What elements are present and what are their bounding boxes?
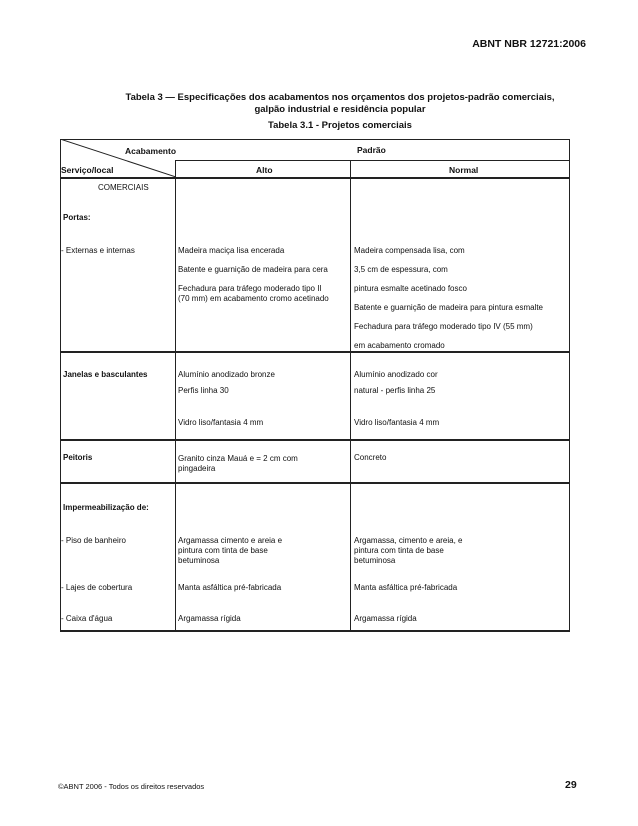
row-separator-peitoris [60, 439, 570, 441]
row-label-portas: Portas: [63, 213, 91, 222]
padrao-divider [175, 160, 570, 161]
peitoris-alto-line-1: Granito cinza Mauá e = 2 cm com [178, 454, 298, 463]
peitoris-normal-line-1: Concreto [354, 453, 387, 462]
row-label-piso-banheiro: - Piso de banheiro [61, 536, 126, 545]
lajes-normal: Manta asfáltica pré-fabricada [354, 583, 458, 592]
piso-alto-line-2: pintura com tinta de base [178, 546, 268, 555]
footer-copyright: ©ABNT 2006 - Todos os direitos reservados [58, 782, 205, 791]
portas-normal-line-3: pintura esmalte acetinado fosco [354, 284, 467, 293]
portas-alto-line-1: Madeira maciça lisa encerada [178, 246, 285, 255]
corner-header-servico: Serviço/local [61, 165, 114, 175]
row-label-peitoris: Peitoris [63, 453, 93, 462]
piso-alto-line-1: Argamassa cimento e areia e [178, 536, 283, 545]
column-divider-alto [175, 160, 176, 631]
portas-alto-line-3: Fechadura para tráfego moderado tipo II [178, 284, 322, 293]
piso-normal-line-1: Argamassa, cimento e areia, e [354, 536, 463, 545]
portas-normal-line-4: Batente e guarnição de madeira para pintura esmalte [354, 303, 544, 312]
piso-alto-line-3: betuminosa [178, 556, 220, 565]
portas-normal-line-1: Madeira compensada lisa, com [354, 246, 465, 255]
portas-normal-line-6: em acabamento cromado [354, 341, 445, 350]
page-number: 29 [565, 779, 577, 791]
row-label-impermeabilizacao: Impermeabilização de: [63, 503, 149, 512]
table-left-border [60, 139, 61, 631]
portas-normal-line-5: Fechadura para tráfego moderado tipo IV (55 mm) [354, 322, 533, 331]
header-padrao: Padrão [357, 145, 386, 155]
peitoris-alto-line-2: pingadeira [178, 464, 216, 473]
column-divider-normal [350, 160, 351, 631]
portas-alto-line-4: (70 mm) em acabamento cromo acetinado [178, 294, 329, 303]
portas-alto-line-2: Batente e guarnição de madeira para cera [178, 265, 328, 274]
lajes-alto: Manta asfáltica pré-fabricada [178, 583, 282, 592]
piso-normal-line-3: betuminosa [354, 556, 396, 565]
header-normal: Normal [449, 165, 479, 175]
janelas-alto-line-2: Perfis linha 30 [178, 386, 229, 395]
table-bottom-border [60, 630, 570, 632]
row-separator-janelas [60, 351, 570, 353]
section-comerciais: COMERCIAIS [98, 183, 149, 192]
table-title-line-2: galpão industrial e residência popular [254, 104, 426, 115]
table-right-border [569, 139, 570, 631]
janelas-normal-line-1: Alumínio anodizado cor [354, 370, 438, 379]
row-label-externas-internas: - Externas e internas [61, 246, 135, 255]
piso-normal-line-2: pintura com tinta de base [354, 546, 444, 555]
corner-header-acabamento: Acabamento [125, 146, 177, 156]
row-separator-impermeabilizacao [60, 482, 570, 484]
portas-normal-line-2: 3,5 cm de espessura, com [354, 265, 448, 274]
janelas-normal-line-2: natural - perfis linha 25 [354, 386, 436, 395]
janelas-alto-line-1: Alumínio anodizado bronze [178, 370, 275, 379]
header-alto: Alto [256, 165, 273, 175]
janelas-alto-line-3: Vidro liso/fantasia 4 mm [178, 418, 264, 427]
table-subtitle: Tabela 3.1 - Projetos comerciais [268, 120, 412, 131]
janelas-normal-line-3: Vidro liso/fantasia 4 mm [354, 418, 440, 427]
caixa-normal: Argamassa rígida [354, 614, 417, 623]
document-code: ABNT NBR 12721:2006 [472, 38, 586, 50]
table-title-line-1: Tabela 3 — Especificações dos acabamentos nos orçamentos dos projetos-padrão comerciais, [125, 92, 555, 103]
row-label-janelas: Janelas e basculantes [63, 370, 148, 379]
row-label-lajes-cobertura: - Lajes de cobertura [61, 583, 133, 592]
caixa-alto: Argamassa rígida [178, 614, 241, 623]
row-label-caixa-dagua: - Caixa d'água [61, 614, 113, 623]
header-bottom-border [60, 177, 570, 179]
